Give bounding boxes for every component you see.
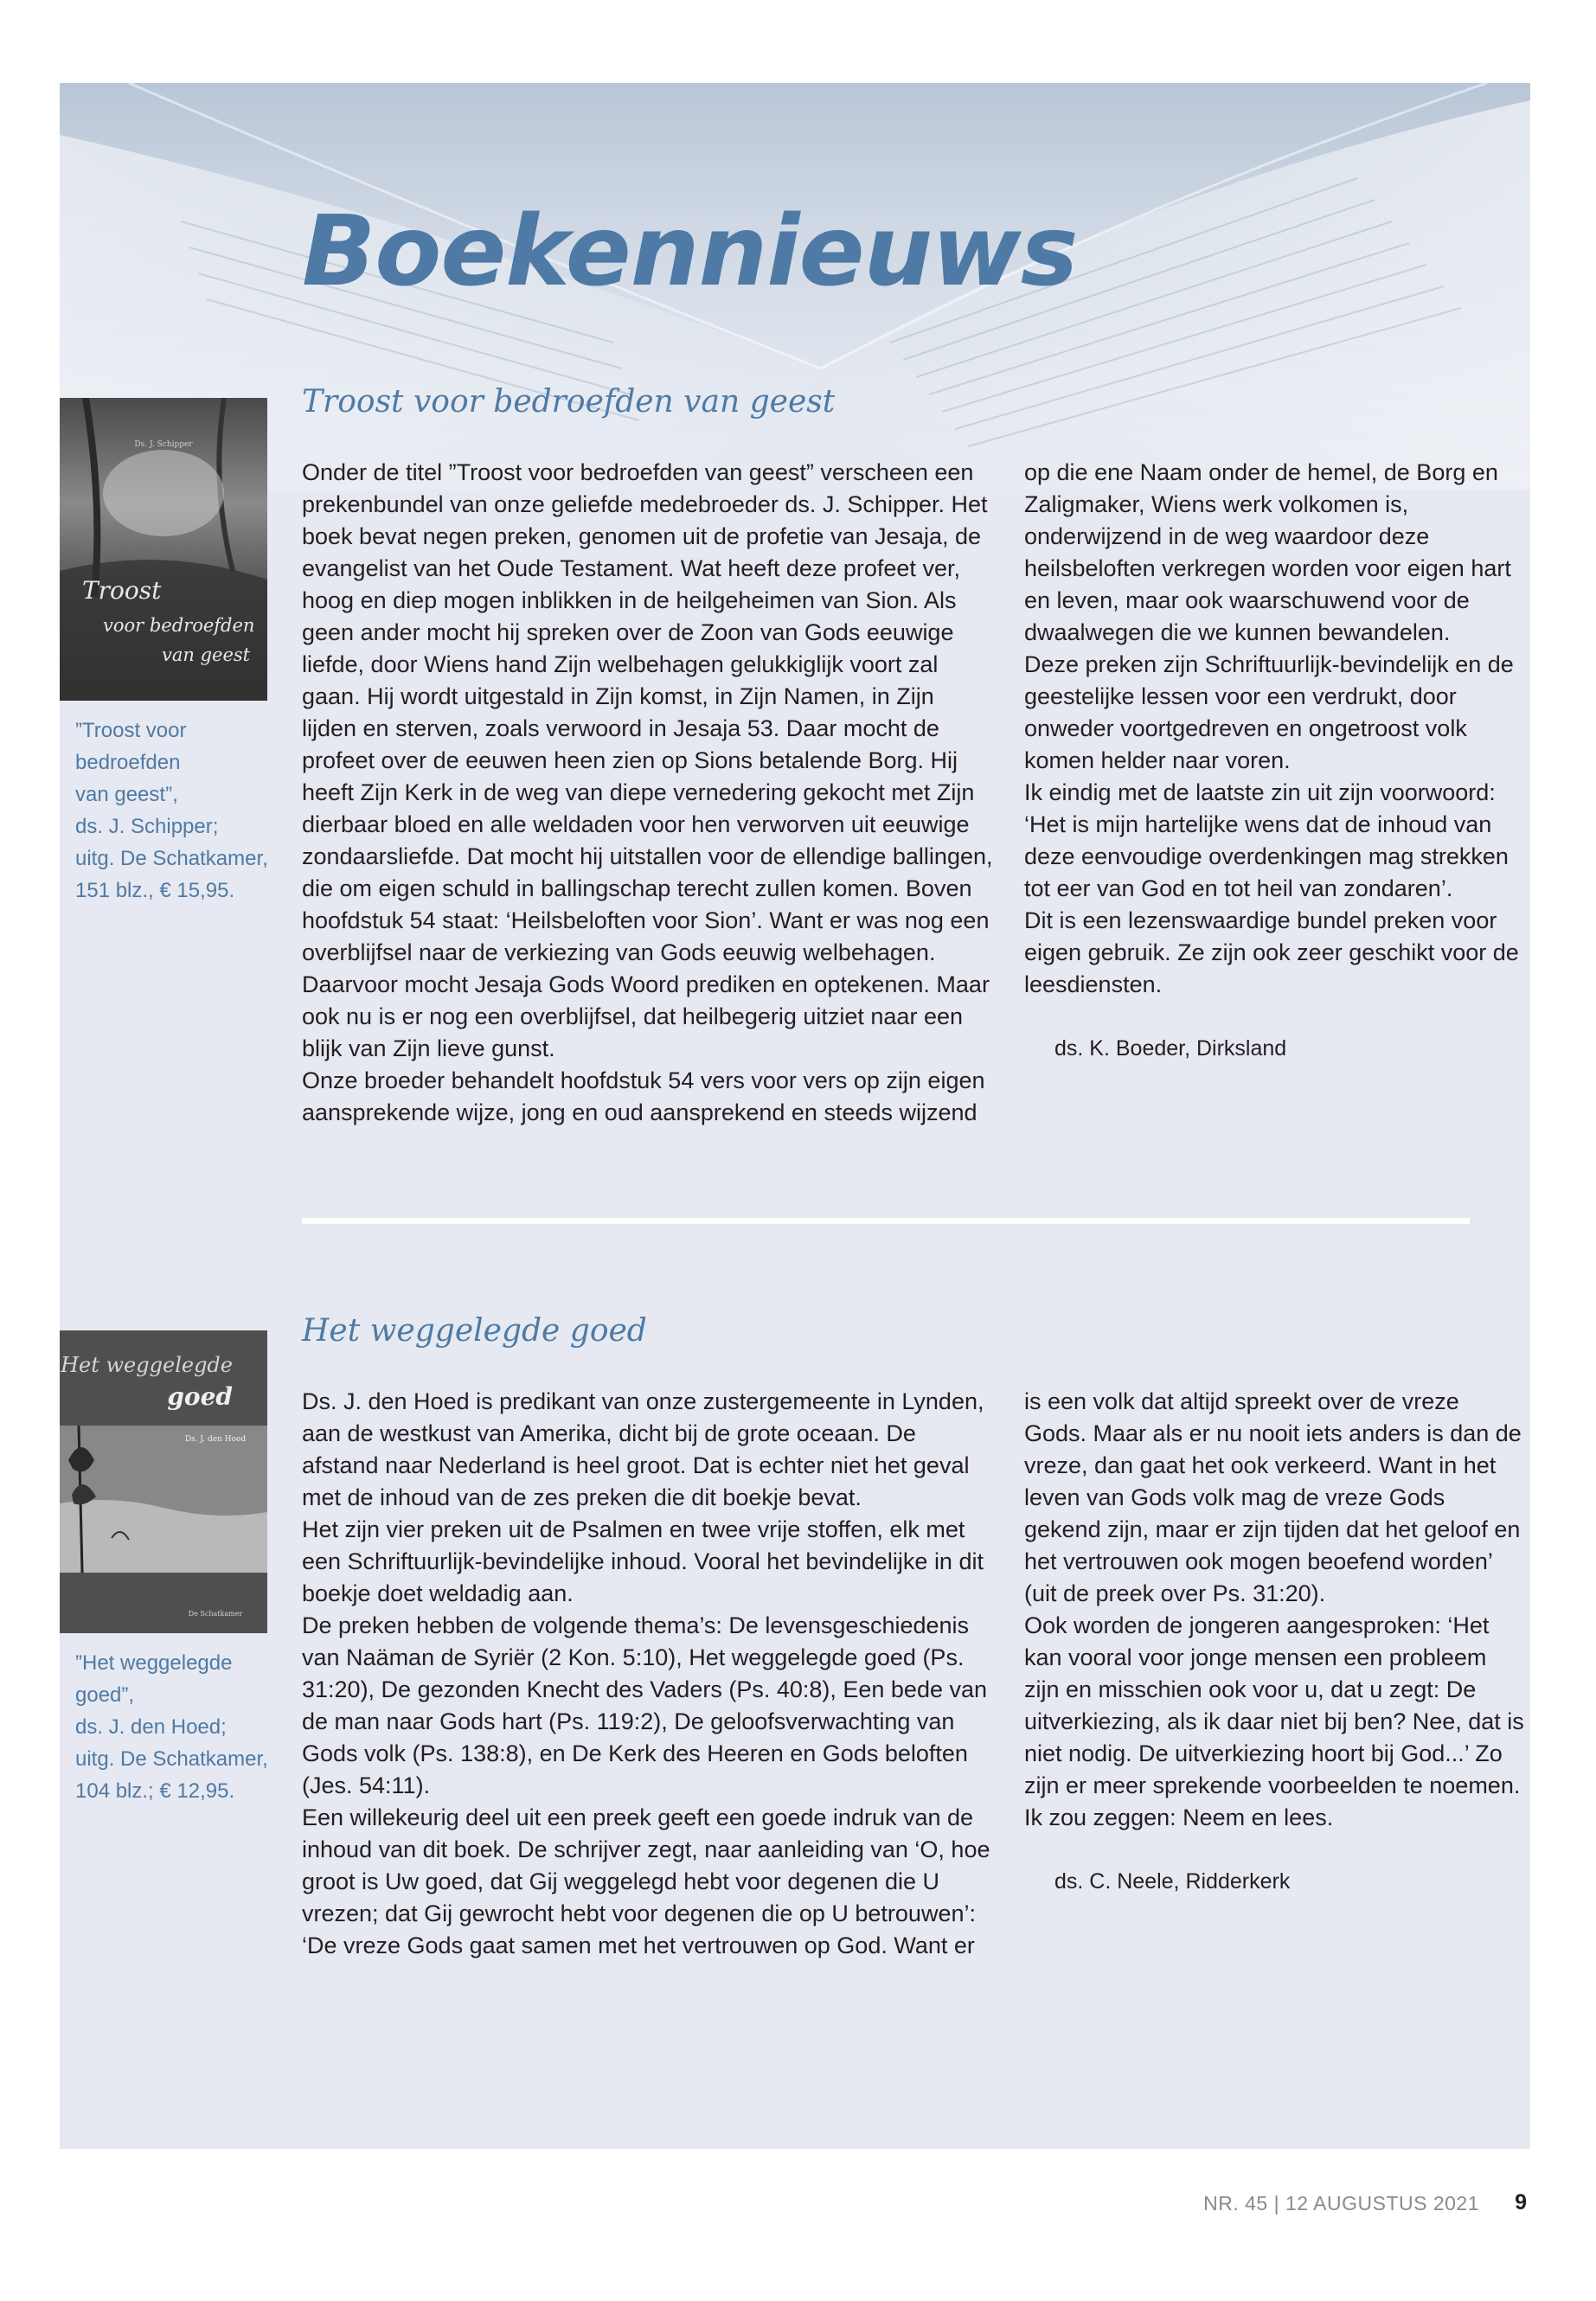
page-number: 9 <box>1515 2190 1527 2214</box>
paragraph: Ik eindig met de laatste zin uit zijn voorwoord: ‘Het is mijn hartelijke wens dat de inhoud van deze eenvoudige overdenkingen mag strekken tot eer van God en tot heil van zondaren’. <box>1024 779 1509 901</box>
article-1-cover-top-text: Ds. J. Schipper <box>134 440 193 449</box>
caption-line: uitg. De Schatkamer, <box>75 1747 268 1771</box>
article-1-book-cover <box>60 398 267 701</box>
article-2-column-right <box>1024 1386 1526 1898</box>
article-1-cover-title-line1: Troost <box>82 576 162 605</box>
article-1-cover-title-line3: van geest <box>162 644 251 665</box>
paragraph: Ds. J. den Hoed is predikant van onze zustergemeente in Lynden, aan de westkust van Amerika, dicht bij de grote oceaan. De afstand naar Nederland is heel groot. Dat is echter niet het geval met de inhoud van de zes preken die dit boekje bevat. <box>302 1388 984 1510</box>
caption-line: ”Troost voor <box>75 719 187 742</box>
article-2-column-left <box>302 1386 994 1962</box>
content-panel <box>60 83 1530 2149</box>
paragraph: Een willekeurig deel uit een preek geeft een goede indruk van de inhoud van dit boek. De schrijver zegt, naar aanleiding van ‘O, hoe groot is Uw goed, dat Gij weggelegd hebt voor degenen die U vrezen; dat Gij gewrocht hebt voor degenen die op U betrouwen’: ‘De vreze Gods gaat samen met het vertrouwen op God. Want er <box>302 1804 990 1958</box>
article-2-author: ds. C. Neele, Ridderkerk <box>1054 1869 1291 1894</box>
article-2-title: Het weggelegde goed <box>302 1313 647 1349</box>
caption-line: uitg. De Schatkamer, <box>75 847 268 870</box>
section-divider <box>302 1218 1470 1224</box>
article-2-caption <box>75 1647 283 1807</box>
article-2-cover-publisher-label: De Schatkamer <box>188 1610 243 1618</box>
caption-line: ds. J. den Hoed; <box>75 1715 227 1739</box>
caption-line: goed”, <box>75 1683 135 1707</box>
paragraph: Deze preken zijn Schriftuurlijk-bevindelijk en de geestelijke lessen voor een verdrukt, door onweder voortgedreven en ongetroost volk komen helder naar voren. <box>1024 651 1514 773</box>
paragraph: De preken hebben de volgende thema’s: De levensgeschiedenis van Naäman de Syriër (2 Kon. 5:10), Het weggelegde goed (Ps. 31:20), De gezonden Knecht des Vaders (Ps. 40:8), Een bede van de man naar Gods hart (Ps. 119:2), De geloofsverwachting van Gods volk (Ps. 138:8), en De Kerk des Heeren en Gods beloften (Jes. 54:11). <box>302 1612 988 1798</box>
paragraph: op die ene Naam onder de hemel, de Borg en Zaligmaker, Wiens werk volkomen is, onderwijzend in de weg waardoor deze heilsbeloften verkregen worden voor eigen hart en leven, maar ook waarschuwend voor de dwaalwegen die we kunnen bewandelen. <box>1024 459 1511 645</box>
caption-line: 104 blz.; € 12,95. <box>75 1779 235 1803</box>
article-1-title: Troost voor bedroefden van geest <box>302 384 836 420</box>
article-1-column-right <box>1024 457 1526 1065</box>
article-2-book-cover <box>60 1330 267 1633</box>
caption-line: 151 blz., € 15,95. <box>75 879 235 902</box>
paragraph: Onze broeder behandelt hoofdstuk 54 vers voor vers op zijn eigen aansprekende wijze, jong en oud aansprekend en steeds wijzend <box>302 1067 985 1125</box>
article-2-cover-title-line2: goed <box>167 1382 233 1411</box>
paragraph: Het zijn vier preken uit de Psalmen en twee vrije stoffen, elk met een Schriftuurlijk-bevindelijke inhoud. Vooral het bevindelijke in dit boekje doet weldadig aan. <box>302 1516 984 1606</box>
article-1-caption <box>75 715 283 907</box>
issue-info: NR. 45 | 12 AUGUSTUS 2021 <box>1203 2192 1479 2214</box>
article-2-cover-title-line1: Het weggelegde <box>61 1353 233 1377</box>
paragraph: Dit is een lezenswaardige bundel preken voor eigen gebruik. Ze zijn ook zeer geschikt voor de leesdiensten. <box>1024 907 1519 997</box>
article-1-author: ds. K. Boeder, Dirksland <box>1054 1036 1287 1061</box>
paragraph: is een volk dat altijd spreekt over de vreze Gods. Maar als er nu nooit iets anders is dan de vreze, dan gaat het ook verkeerd. Want in het leven van Gods volk mag de vreze Gods gekend zijn, maar er zijn tijden dat het geloof en het vertrouwen ook mogen beoefend worden’ (uit de preek over Ps. 31:20). <box>1024 1388 1522 1606</box>
caption-line: van geest”, <box>75 783 178 806</box>
article-2-cover-author-label: Ds. J. den Hoed <box>184 1435 247 1444</box>
caption-line: ds. J. Schipper; <box>75 815 219 838</box>
paragraph: Onder de titel ”Troost voor bedroefden van geest” verscheen een prekenbundel van onze geliefde medebroeder ds. J. Schipper. Het boek bevat negen preken, genomen uit de profetie van Jesaja, de evangelist van het Oude Testament. Wat heeft deze profeet ver, hoog en diep mogen inblikken in de heilgeheimen van Sion. Als geen ander mocht hij spreken over de Zoon van Gods eeuwige liefde, door Wiens hand Zijn welbehagen gelukkiglijk voort zal gaan. Hij wordt uitgestald in Zijn komst, in Zijn Namen, in Zijn lijden en sterven, zoals verwoord in Jesaja 53. Daar mocht de profeet over de eeuwen heen zien op Sions betalende Borg. Hij heeft Zijn Kerk in de weg van diepe vernedering gekocht met Zijn dierbaar bloed en alle weldaden voor hen verworven uit eeuwige zondaarsliefde. Dat mocht hij uitstallen voor de ellendige ballingen, die om eigen schuld in ballingschap terecht zullen komen. Boven hoofdstuk 54 staat: ‘Heilsbeloften voor Sion’. Want er was nog een overblijfsel naar de verkiezing van Gods eeuwig welbehagen. Daarvoor mocht Jesaja Gods Woord prediken en optekenen. Maar ook nu is er nog een overblijfsel, dat heilbegerig uitziet naar een blijk van Zijn lieve gunst. <box>302 459 993 1061</box>
article-1-column-left <box>302 457 994 1129</box>
paragraph: Ook worden de jongeren aangesproken: ‘Het kan vooral voor jonge mensen een probleem zijn en misschien ook voor u, dat u zegt: De uitverkiezing, als ik daar niet bij ben? Nee, dat is niet nodig. De uitverkiezing hoort bij God...’ Zo zijn er meer sprekende voorbeelden te noemen. Ik zou zeggen: Neem en lees. <box>1024 1612 1524 1830</box>
caption-line: ”Het weggelegde <box>75 1651 233 1675</box>
page-title: Boekennieuws <box>302 195 1078 308</box>
article-1-cover-title-line2: voor bedroefden <box>103 615 255 636</box>
caption-line: bedroefden <box>75 751 181 774</box>
